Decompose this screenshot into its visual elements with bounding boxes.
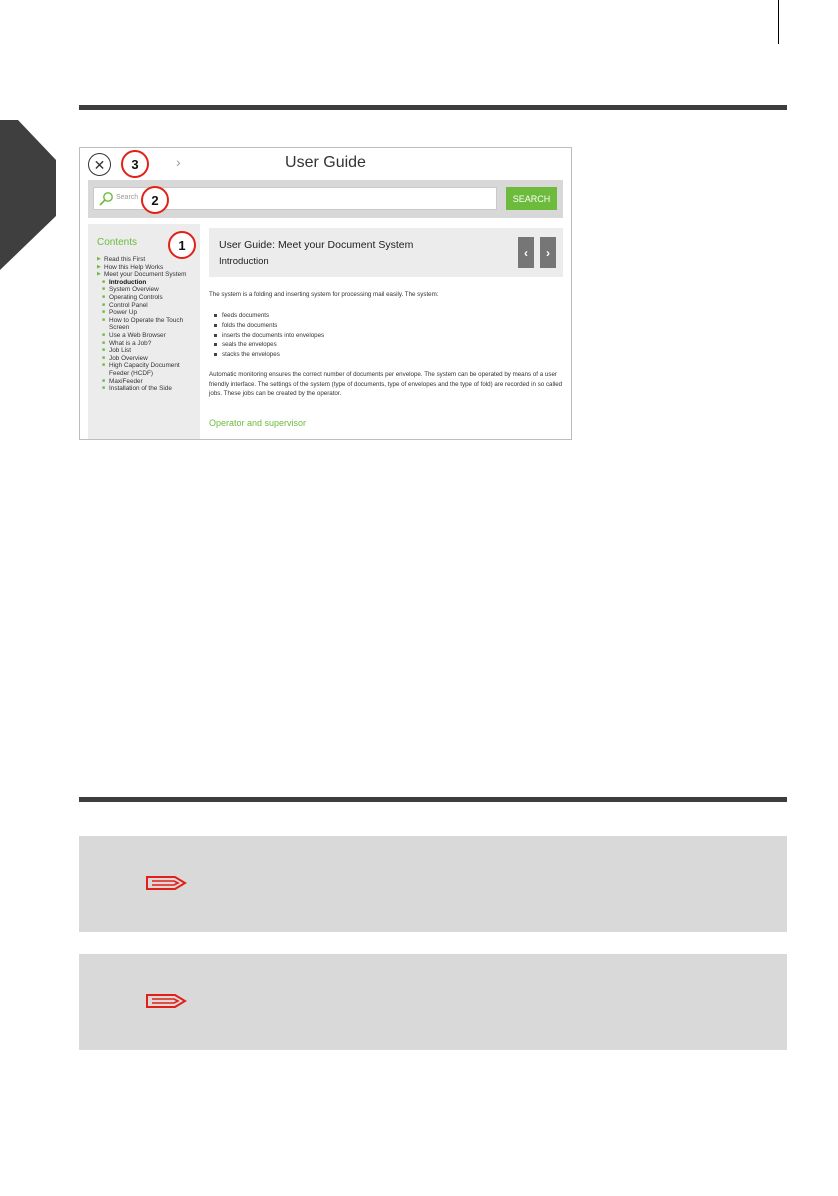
sidebar-item-label: Job List <box>109 347 132 355</box>
bullet-icon: ■ <box>102 331 106 338</box>
bottom-rule <box>79 797 787 802</box>
bullet-icon: ■ <box>102 362 106 369</box>
sidebar-item-label: Use a Web Browser <box>109 331 166 339</box>
sidebar-item-label: Power Up <box>109 309 138 317</box>
bullet-icon: ■ <box>102 316 106 323</box>
list-item-label: folds the documents <box>222 321 278 329</box>
triangle-right-icon: ▶ <box>97 256 101 262</box>
page-title: User Guide <box>285 154 366 171</box>
sidebar-item-label: MaxiFeeder <box>109 377 143 385</box>
bullet-icon: ■ <box>102 354 106 361</box>
search-placeholder: Search <box>116 194 139 201</box>
sidebar-item[interactable] <box>96 378 200 386</box>
sidebar-item-label: Job Overview <box>109 354 148 362</box>
bullet-icon: ■ <box>102 278 106 285</box>
sidebar-item-label: Meet your Document System <box>104 271 187 279</box>
list-item <box>214 340 324 350</box>
sidebar-item[interactable] <box>96 347 200 355</box>
callout-2: 2 <box>141 186 169 214</box>
bullet-icon: ■ <box>102 377 106 384</box>
sidebar-item[interactable] <box>96 279 200 287</box>
sidebar-item[interactable] <box>96 264 200 272</box>
sidebar-item[interactable] <box>96 294 200 302</box>
topic-title: User Guide: Meet your Document System <box>219 239 414 251</box>
list-item <box>214 331 324 341</box>
bullet-icon <box>214 343 217 346</box>
bullet-icon: ■ <box>102 339 106 346</box>
bullet-icon: ■ <box>102 347 106 354</box>
contents-list <box>96 256 200 393</box>
crop-mark <box>778 0 779 44</box>
contents-title: Contents <box>97 237 138 248</box>
bullet-icon: ■ <box>102 309 106 316</box>
note-box <box>79 954 787 1050</box>
sidebar-item[interactable] <box>96 362 200 377</box>
note-pointer-icon <box>145 872 189 894</box>
list-item-label: stacks the envelopes <box>222 351 280 359</box>
sidebar-item-label: Read this First <box>104 256 146 263</box>
sidebar-item-label: Operating Controls <box>109 293 163 301</box>
list-item <box>214 350 324 360</box>
sidebar-item[interactable] <box>96 286 200 294</box>
sidebar-item[interactable] <box>96 271 200 279</box>
sidebar-item[interactable] <box>96 340 200 348</box>
note-pointer-icon <box>145 990 189 1012</box>
title-bar <box>80 148 571 180</box>
sidebar-item-label: High Capacity Document Feeder (HCDF) <box>109 362 180 377</box>
sidebar-item[interactable] <box>96 332 200 340</box>
search-button[interactable]: SEARCH <box>506 187 557 210</box>
search-icon <box>98 191 114 207</box>
bullet-icon <box>214 314 217 317</box>
bullet-icon: ■ <box>102 293 106 300</box>
list-item <box>214 321 324 331</box>
sidebar-item[interactable] <box>96 317 200 332</box>
bullet-icon <box>214 353 217 356</box>
section-heading: Operator and supervisor <box>209 418 307 428</box>
sidebar-item-label: Introduction <box>109 278 147 286</box>
bullet-icon: ■ <box>102 385 106 392</box>
chevron-right-icon: › <box>546 245 550 260</box>
list-item-label: feeds documents <box>222 312 270 319</box>
monitoring-text: Automatic monitoring ensures the correct number of documents per envelope. The system can be operated by means of a user friendly interface. The settings of the system (type of documents, type of envelopes and the type of fold) are recorded in so called jobs. These jobs can be created by the operator. <box>209 371 563 398</box>
chevron-left-icon: ‹ <box>524 245 528 260</box>
triangle-right-icon: ▶ <box>97 263 101 270</box>
list-item <box>214 311 324 321</box>
feature-list <box>214 311 324 360</box>
previous-topic-button[interactable] <box>518 237 534 268</box>
bullet-icon: ■ <box>102 286 106 293</box>
callout-1: 1 <box>168 231 196 259</box>
topic-content <box>206 224 566 440</box>
sidebar-item[interactable] <box>96 302 200 310</box>
next-topic-button[interactable] <box>540 237 556 268</box>
chapter-side-tab <box>0 120 56 270</box>
bullet-icon <box>214 334 217 337</box>
topic-header <box>209 228 563 277</box>
sidebar-item-label: What is a Job? <box>109 339 152 347</box>
bullet-icon <box>214 324 217 327</box>
sidebar-item[interactable] <box>96 385 200 393</box>
list-item-label: seals the envelopes <box>222 341 277 349</box>
list-item-label: inserts the documents into envelopes <box>222 331 325 339</box>
callout-3: 3 <box>121 150 149 178</box>
intro-text: The system is a folding and inserting system for processing mail easily. The system: <box>209 291 439 298</box>
bullet-icon: ■ <box>102 301 106 308</box>
triangle-right-icon: ▶ <box>97 271 101 278</box>
sidebar-item-label: How to Operate the Touch Screen <box>109 316 184 332</box>
sidebar-item-label: System Overview <box>109 286 159 294</box>
close-icon: ✕ <box>93 156 106 173</box>
chevron-right-icon[interactable]: › <box>176 154 181 170</box>
note-box <box>79 836 787 932</box>
sidebar-item-label: Installation of the Side <box>109 385 172 393</box>
sidebar-item-label: How this Help Works <box>104 263 164 271</box>
sidebar-item[interactable] <box>96 355 200 363</box>
topic-subtitle: Introduction <box>219 256 269 267</box>
sidebar-item-label: Control Panel <box>109 301 148 309</box>
sidebar-item[interactable] <box>96 309 200 317</box>
top-rule <box>79 105 787 110</box>
